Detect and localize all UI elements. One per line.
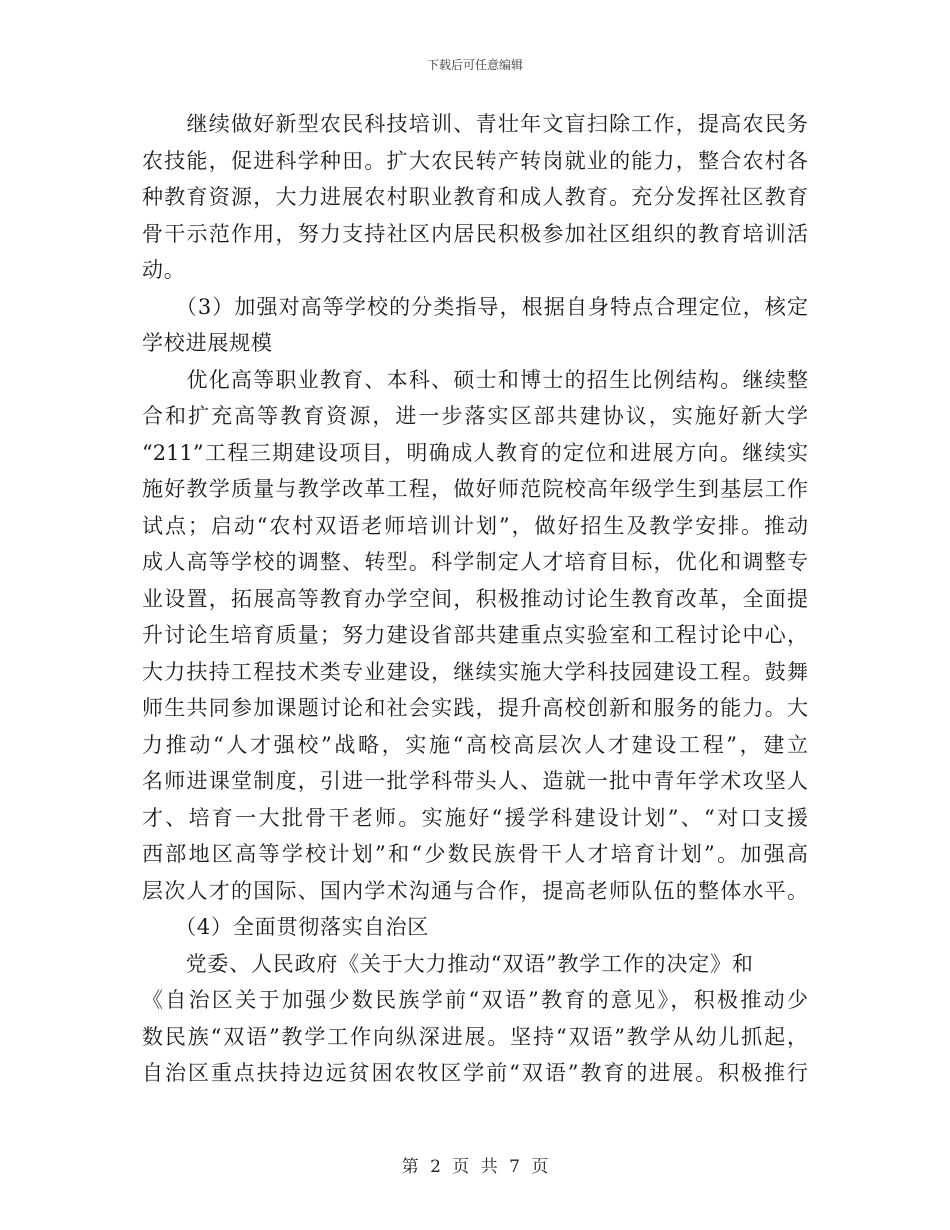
text-line: 力推动“人才强校”战略，实施“高校高层次人才建设工程”，建立	[142, 732, 808, 757]
text-line: 名师进课堂制度，引进一批学科带头人、造就一批中青年学术攻坚人	[142, 769, 808, 793]
document-body	[142, 106, 808, 1092]
text-line: 优化高等职业教育、本科、硕士和博士的招生比例结构。继续整	[142, 367, 808, 392]
text-line: 合和扩充高等教育资源，进一步落实区部共建协议，实施好新大学	[142, 404, 808, 428]
text-line: 动。	[142, 258, 186, 282]
text-line: （3）加强对高等学校的分类指导，根据自身特点合理定位，核定	[142, 294, 808, 319]
text-line: 骨干示范作用，努力支持社区内居民积极参加社区组织的教育培训活	[142, 221, 808, 246]
text-line: 师生共同参加课题讨论和社会实践，提升高校创新和服务的能力。大	[142, 696, 808, 720]
text-line: 继续做好新型农民科技培训、青壮年文盲扫除工作，提高农民务	[142, 112, 808, 136]
text-line: 西部地区高等学校计划”和“少数民族骨干人才培育计划”。加强高	[142, 842, 808, 866]
text-line: 试点；启动“农村双语老师培训计划”，做好招生及教学安排。推动	[142, 513, 808, 538]
text-line: 升讨论生培育质量；努力建设省部共建重点实验室和工程讨论中心，	[142, 623, 808, 647]
text-line: 《自治区关于加强少数民族学前“双语”教育的意见》，积极推动少	[142, 988, 808, 1012]
text-line: 数民族“双语”教学工作向纵深进展。坚持“双语”教学从幼儿抓起，	[142, 1024, 808, 1049]
text-line: 业设置，拓展高等教育办学空间，积极推动讨论生教育改革，全面提	[142, 586, 808, 611]
text-line: “211”工程三期建设项目，明确成人教育的定位和进展方向。继续实	[142, 440, 808, 465]
page-number-footer: 第 2 页 共 7 页	[401, 1157, 549, 1177]
text-line: 党委、人民政府《关于大力推动“双语”教学工作的决定》和	[142, 951, 754, 976]
text-line: 农技能，促进科学种田。扩大农民转产转岗就业的能力，整合农村各	[142, 148, 808, 173]
text-line: 种教育资源，大力进展农村职业教育和成人教育。充分发挥社区教育	[142, 185, 808, 209]
text-line: 自治区重点扶持边远贫困农牧区学前“双语”教育的进展。积极推行	[142, 1061, 808, 1085]
text-line: 施好教学质量与教学改革工程，做好师范院校高年级学生到基层工作	[142, 477, 808, 501]
text-line: 学校进展规模	[142, 331, 273, 355]
text-line: 成人高等学校的调整、转型。科学制定人才培育目标，优化和调整专	[142, 550, 808, 574]
text-line: 层次人才的国际、国内学术沟通与合作，提高老师队伍的整体水平。	[142, 878, 808, 903]
page-header: 下载后可任意编辑	[426, 58, 523, 72]
text-line: （4）全面贯彻落实自治区	[142, 915, 430, 939]
text-line: 大力扶持工程技术类专业建设，继续实施大学科技园建设工程。鼓舞	[142, 659, 808, 684]
text-line: 才、培育一大批骨干老师。实施好“援学科建设计划”、“对口支援	[142, 805, 808, 830]
